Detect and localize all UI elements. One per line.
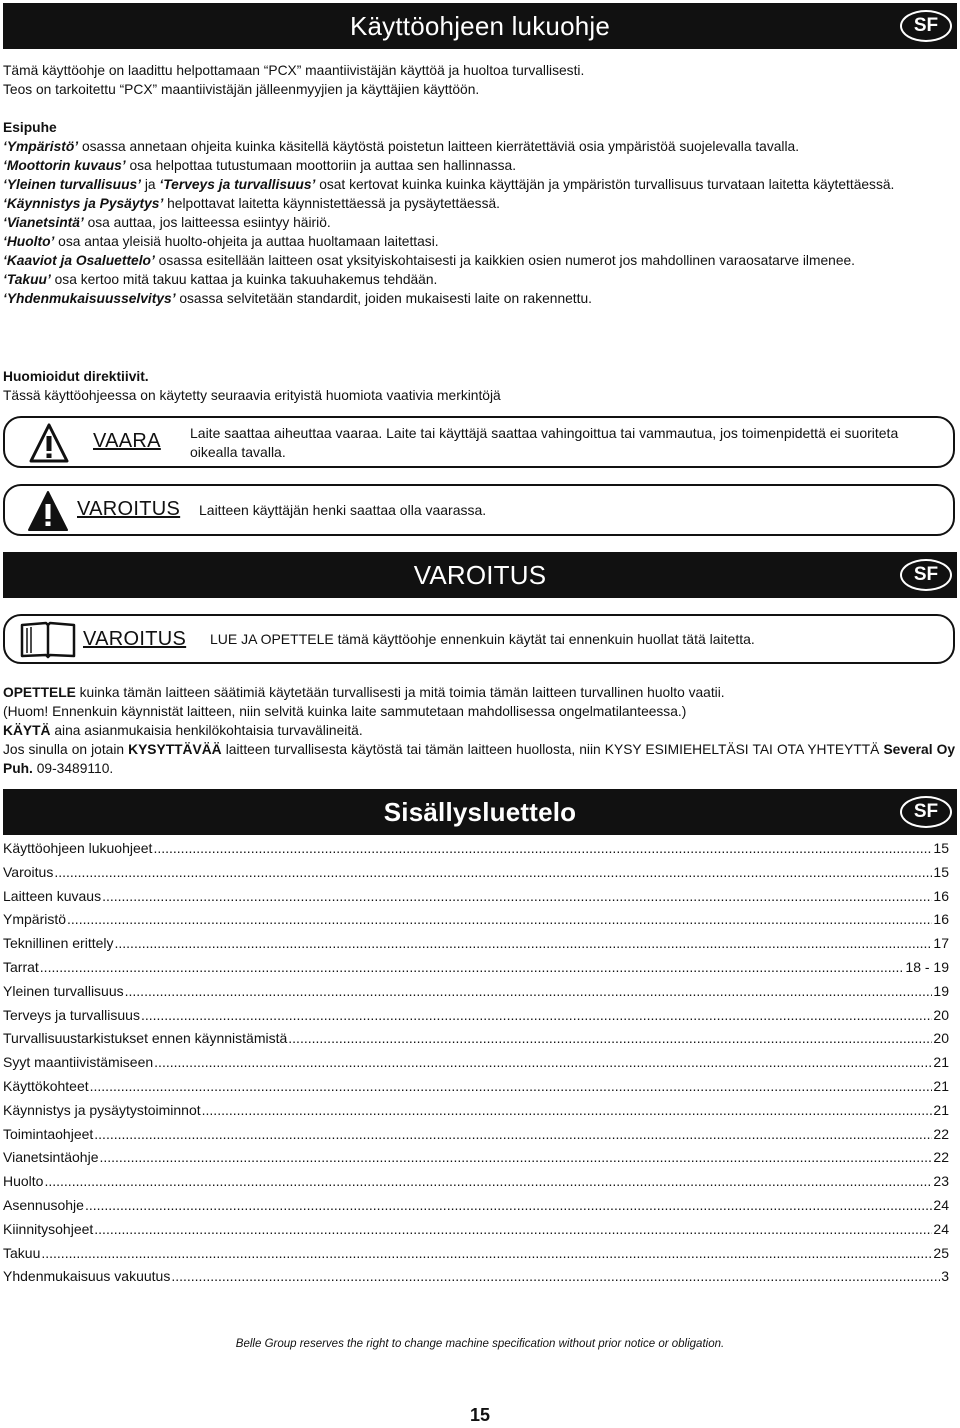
toc-entry-label: Yleinen turvallisuus <box>3 982 124 999</box>
preface-item <box>3 251 955 270</box>
preface-term: ‘Terveys ja turvallisuus’ <box>159 177 316 192</box>
toc-entry <box>3 864 949 888</box>
toc-entry <box>3 1197 949 1221</box>
toc-entry-label: Asennusohje <box>3 1196 84 1213</box>
toc-entry-label: Käynnistys ja pysäytystoiminnot <box>3 1101 201 1118</box>
toc-leader-dots <box>141 1007 932 1023</box>
toc-leader-dots <box>288 1030 932 1046</box>
toc-entry-page: 25 <box>933 1244 949 1261</box>
toc-entry-label: Varoitus <box>3 863 54 880</box>
toc-entry <box>3 983 949 1007</box>
toc-leader-dots <box>40 959 905 975</box>
preface-conj: ja <box>141 177 160 192</box>
preface-term: ‘Takuu’ <box>3 272 51 287</box>
toc-leader-dots <box>202 1102 933 1118</box>
toc-entry-label: Toimintaohjeet <box>3 1125 94 1142</box>
warning-section-title: VAROITUS <box>413 559 547 590</box>
footer-note: Belle Group reserves the right to change machine specification without prior notice or obligation. <box>235 1338 725 1350</box>
instruction-keyword: OPETTELE <box>3 685 76 700</box>
directives-section <box>3 367 955 405</box>
preface-heading: Esipuhe <box>3 120 57 135</box>
warning-text: Laitteen käyttäjän henki saattaa olla vaarassa. <box>199 502 487 518</box>
instruction-note: (Huom! Ennenkuin käynnistät laitteen, niin selvitä kuinka laite sammutetaan mahdollisessa ongelmatilanteessa.) <box>3 704 687 719</box>
preface-item <box>3 194 955 213</box>
toc-entry <box>3 1030 949 1054</box>
toc-leader-dots <box>41 1245 932 1261</box>
sf-language-badge: SF <box>900 559 952 591</box>
toc-entry-page: 20 <box>933 1030 949 1047</box>
preface-term: ‘Yleinen turvallisuus’ <box>3 177 142 192</box>
preface-desc: osassa esitellään laitteen osat yksityiskohtaisesti ja kaikkien osien numerot jos mahdollinen varaosatarve ilmenee. <box>154 253 855 268</box>
preface-item <box>3 232 955 251</box>
toc-entry <box>3 888 949 912</box>
toc-entry <box>3 840 949 864</box>
toc-leader-dots <box>54 864 932 880</box>
toc-leader-dots <box>44 1173 932 1189</box>
toc-entry-page: 24 <box>933 1220 949 1237</box>
directives-heading: Huomioidut direktiivit. <box>3 369 149 384</box>
toc-list <box>3 840 949 1292</box>
toc-leader-dots <box>94 1126 932 1142</box>
toc-entry <box>3 1126 949 1150</box>
toc-leader-dots <box>99 1149 932 1165</box>
toc-entry-page: 16 <box>933 887 949 904</box>
warning-label: VAROITUS <box>77 498 181 520</box>
preface-term: ‘Käynnistys ja Pysäytys’ <box>3 196 164 211</box>
toc-entry <box>3 935 949 959</box>
instruction-text: aina asianmukaisia henkilökohtaisia turvavälineitä. <box>50 723 363 738</box>
instruction-learn <box>3 683 955 702</box>
toc-entry-label: Teknillinen erittely <box>3 935 114 952</box>
toc-entry-page: 21 <box>933 1101 949 1118</box>
instruction-keyword: KYSYTTÄVÄÄ <box>128 742 222 757</box>
toc-entry-label: Terveys ja turvallisuus <box>3 1006 140 1023</box>
preface-term: ‘Kaaviot ja Osaluettelo’ <box>3 253 155 268</box>
warning-triangle-outline-icon <box>29 422 69 464</box>
preface-item <box>3 213 955 232</box>
toc-entry-page: 22 <box>933 1149 949 1166</box>
instruction-text: Jos sinulla on jotain <box>3 742 129 757</box>
preface-item <box>3 270 955 289</box>
sf-language-badge: SF <box>900 796 952 828</box>
danger-text: Laite saattaa aiheuttaa vaaraa. Laite tai käyttäjä saattaa vahingoittua tai vammautua, jos toimenpidettä ei suoriteta oikealla tavalla. <box>190 425 899 460</box>
toc-entry-page: 18 - 19 <box>905 958 949 975</box>
toc-leader-dots <box>171 1268 940 1284</box>
toc-entry-label: Laitteen kuvaus <box>3 887 102 904</box>
danger-box <box>3 416 955 468</box>
open-book-icon <box>19 621 77 659</box>
page-title: Käyttöohjeen lukuohje <box>349 10 611 41</box>
toc-entry-label: Yhdenmukaisuus vakuutus <box>3 1268 171 1285</box>
toc-leader-dots <box>102 888 932 904</box>
toc-entry-page: 19 <box>933 982 949 999</box>
danger-label: VAARA <box>93 430 161 452</box>
toc-entry-label: Ympäristö <box>3 911 67 928</box>
header-bar <box>3 3 957 49</box>
toc-entry-page: 20 <box>933 1006 949 1023</box>
toc-leader-dots <box>85 1197 932 1213</box>
preface-desc: osassa selvitetään standardit, joiden mukaisesti laite on rakennettu. <box>175 291 592 306</box>
intro-line-2: Teos on tarkoitettu “PCX” maantiivistäjän jälleenmyyjien ja käyttäjien käyttöön. <box>3 82 480 97</box>
toc-entry-page: 24 <box>933 1196 949 1213</box>
toc-entry <box>3 1078 949 1102</box>
toc-title: Sisällysluettelo <box>383 796 577 827</box>
preface-item <box>3 289 955 308</box>
toc-entry <box>3 1221 949 1245</box>
toc-entry-page: 16 <box>933 911 949 928</box>
instruction-contact <box>3 740 955 778</box>
toc-leader-dots <box>125 983 933 999</box>
toc-entry-label: Tarrat <box>3 958 39 975</box>
instruction-text: laitteen turvallisesta käytöstä tai tämän laitteen huollosta, niin KYSY ESIMIEHELTÄSI TAI OTA YHTEYTTÄ <box>221 742 884 757</box>
toc-entry-page: 21 <box>933 1077 949 1094</box>
toc-entry-page: 15 <box>933 863 949 880</box>
preface-section <box>3 118 955 308</box>
preface-desc: osa antaa yleisiä huolto-ohjeita ja auttaa huoltamaan laitettasi. <box>54 234 439 249</box>
instruction-text: kuinka tämän laitteen säätimiä käytetään turvallisesti ja mitä toimia tämän laitteen turvallinen huolto vaatii. <box>75 685 725 700</box>
toc-entry <box>3 1173 949 1197</box>
toc-entry <box>3 911 949 935</box>
toc-bar <box>3 789 957 835</box>
warning-triangle-filled-icon <box>27 490 69 532</box>
toc-entry-label: Takuu <box>3 1244 41 1261</box>
toc-leader-dots <box>153 840 932 856</box>
toc-entry-label: Kiinnitysohjeet <box>3 1220 94 1237</box>
instructions-section <box>3 683 955 778</box>
intro-line-1: Tämä käyttöohje on laadittu helpottamaan “PCX” maantiivistäjän käyttöä ja huoltoa turvallisesti. <box>3 63 585 78</box>
toc-entry-label: Käyttöohjeen lukuohjeet <box>3 840 153 856</box>
toc-entry-label: Huolto <box>3 1173 44 1190</box>
toc-leader-dots <box>154 1054 932 1070</box>
toc-entry <box>3 1054 949 1078</box>
preface-term: ‘Huolto’ <box>3 234 55 249</box>
preface-desc: osa helpottaa tutustumaan moottoriin ja auttaa sen hallinnassa. <box>125 158 517 173</box>
toc-entry-page: 3 <box>941 1268 949 1285</box>
toc-entry-label: Vianetsintäohje <box>3 1149 99 1166</box>
preface-item <box>3 156 955 175</box>
toc-leader-dots <box>90 1078 933 1094</box>
read-manual-text: LUE JA OPETTELE tämä käyttöohje ennenkuin käytät tai ennenkuin huollat tätä laitetta. <box>210 631 755 647</box>
preface-desc: osa auttaa, jos laitteessa esiintyy häiriö. <box>83 215 331 230</box>
preface-term: ‘Moottorin kuvaus’ <box>3 158 126 173</box>
toc-entry <box>3 1007 949 1031</box>
preface-item <box>3 175 955 194</box>
directives-text: Tässä käyttöohjeessa on käytetty seuraavia erityistä huomiota vaativia merkintöjä <box>3 388 501 403</box>
sf-language-badge: SF <box>900 10 952 42</box>
intro-text <box>3 61 955 99</box>
instruction-keyword: KÄYTÄ <box>3 723 51 738</box>
toc-entry-page: 17 <box>933 935 949 952</box>
instruction-use <box>3 721 955 740</box>
instruction-company: Several Oy Puh. <box>3 742 955 776</box>
instruction-phone: 09-3489110. <box>32 761 114 776</box>
toc-entry <box>3 1268 949 1292</box>
preface-item <box>3 137 955 156</box>
toc-entry <box>3 959 949 983</box>
read-manual-box <box>3 614 955 664</box>
preface-term: ‘Yhdenmukaisuusselvitys’ <box>3 291 176 306</box>
preface-term: ‘Vianetsintä’ <box>3 215 84 230</box>
read-manual-label: VAROITUS <box>83 628 187 650</box>
warning-section-bar <box>3 552 957 598</box>
preface-desc: osassa annetaan ohjeita kuinka käsitellä käytöstä poistetun laitteen kierrätettäviä osia ympäristöä suojelevalla tavalla. <box>78 139 800 154</box>
toc-entry <box>3 1149 949 1173</box>
toc-entry-page: 23 <box>933 1173 949 1190</box>
toc-leader-dots <box>94 1221 932 1237</box>
toc-entry-label: Käyttökohteet <box>3 1077 89 1094</box>
toc-entry-page: 15 <box>933 840 949 856</box>
preface-desc: osa kertoo mitä takuu kattaa ja kuinka takuuhakemus tehdään. <box>50 272 438 287</box>
toc-leader-dots <box>115 935 933 951</box>
toc-entry-page: 22 <box>933 1125 949 1142</box>
toc-entry-page: 21 <box>933 1054 949 1071</box>
toc-entry <box>3 1102 949 1126</box>
toc-entry-label: Turvallisuustarkistukset ennen käynnistämistä <box>3 1030 288 1047</box>
toc-leader-dots <box>67 911 932 927</box>
page-number: 15 <box>469 1405 491 1425</box>
preface-term: ‘Ympäristö’ <box>3 139 79 154</box>
warning-box <box>3 484 955 536</box>
toc-entry <box>3 1245 949 1269</box>
preface-desc: helpottavat laitetta käynnistettäessä ja pysäytettäessä. <box>163 196 500 211</box>
toc-entry-label: Syyt maantiivistämiseen <box>3 1054 154 1071</box>
preface-desc: osat kertovat kuinka kuinka käyttäjän ja ympäristön turvallisuus turvataan laitetta käytettäessä. <box>315 177 895 192</box>
